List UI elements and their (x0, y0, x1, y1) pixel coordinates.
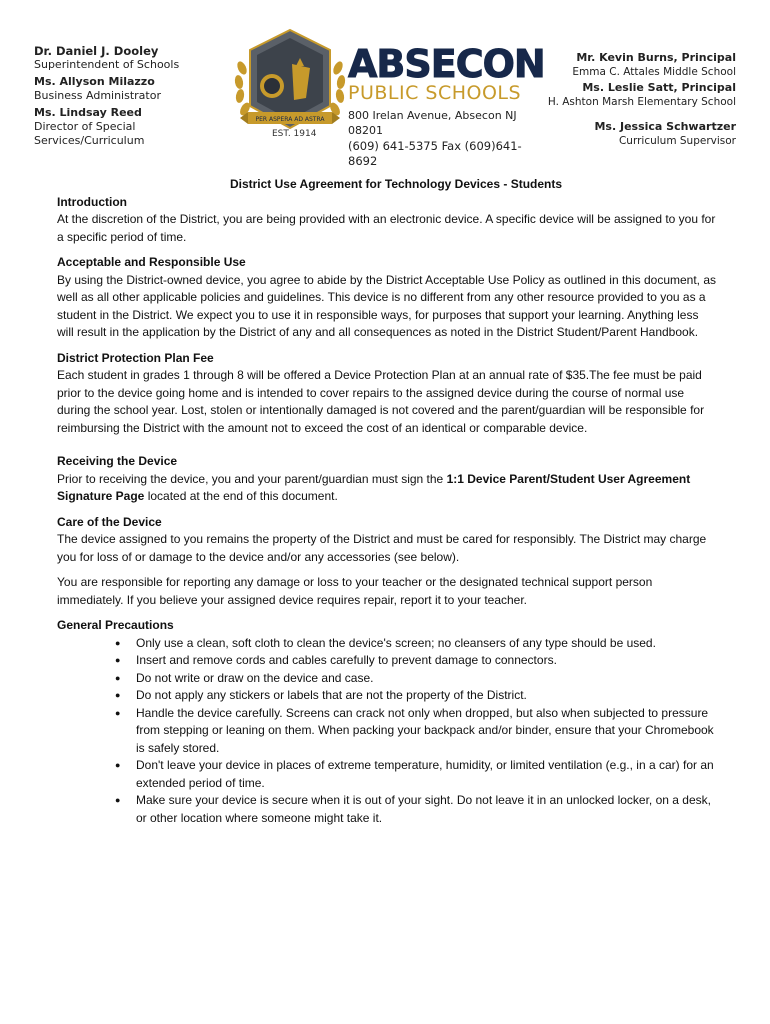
precautions-heading: General Precautions (57, 618, 174, 632)
acceptable-use-text: By using the District-owned device, you agree to abide by the District Acceptable Use Policy as outlined in this document, as well as all other applicable policies and guidelines. This device is no different from any other resource provided to you as a student in the District. We expect you to use it in responsible ways, for purposes that support your learning. Anything less will result in the application by the District of any and all consequences as noted in the District Student/Parent Handbook. (57, 272, 717, 339)
receiving-text (57, 471, 717, 506)
signature-page-reference: 1:1 Device Parent/Student User Agreement Signature Page (57, 471, 691, 503)
precautions-list (57, 635, 717, 828)
curriculum-supervisor-role: Curriculum Supervisor (618, 135, 736, 147)
document-title: District Use Agreement for Technology Devices - Students (229, 177, 563, 191)
list-item: ● Handle the device carefully. Screens can crack not only when dropped, but also when subjected to pressure from stepping or leaning on them. When packing your backpack and/or binder, ensure that your Chromebook is safely stored. (136, 705, 717, 758)
business-admin-role: Business Administrator (34, 89, 161, 102)
district-phone-fax: (609) 641-5375 Fax (609)641-8692 (348, 139, 522, 168)
director-role: Director of Special Services/Curriculum (34, 120, 145, 147)
introduction-text: At the discretion of the District, you are being provided with an electronic device. A specific device will be assigned to you for a specific period of time. (57, 212, 716, 244)
receiving-text-part2: located at the end of this document. (144, 489, 338, 503)
elementary-principal-name: Ms. Leslie Satt, Principal (582, 81, 736, 94)
reporting-text: You are responsible for reporting any damage or loss to your teacher or the designated technical support person immediately. If you believe your assigned device requires repair, report it to your teacher. (57, 575, 653, 607)
care-text: The device assigned to you remains the property of the District and must be cared for responsibly. The District may charge you for loss of or damage to the device and/or any accessories (see below). (57, 532, 707, 564)
business-admin-name: Ms. Allyson Milazzo (34, 75, 155, 88)
introduction-heading: Introduction (57, 194, 127, 209)
receiving-text-part1: Prior to receiving the device, you and your parent/guardian must sign the (57, 471, 447, 486)
care-heading: Care of the Device (57, 514, 162, 529)
crest-motto: PER ASPERA AD ASTRA (255, 116, 325, 123)
list-item: ● Insert and remove cords and cables carefully to prevent damage to connectors. (136, 652, 717, 670)
header-right-contacts (476, 50, 736, 149)
curriculum-supervisor-name: Ms. Jessica Schwartzer (594, 120, 736, 133)
header-left-contacts (34, 44, 234, 151)
list-item: ● Make sure your device is secure when it is out of your sight. Do not leave it in an unlocked locker, on a desk, or other location where someone might take it. (136, 792, 717, 827)
brand-subtitle: PUBLIC SCHOOLS (348, 82, 522, 104)
list-item: ● Only use a clean, soft cloth to clean the device's screen; no cleansers of any type should be used. (136, 635, 717, 653)
director-name: Ms. Lindsay Reed (34, 106, 142, 119)
acceptable-use-heading: Acceptable and Responsible Use (57, 255, 246, 269)
protection-plan-heading: District Protection Plan Fee (57, 350, 214, 365)
list-item: ● Do not apply any stickers or labels that are not the property of the District. (136, 687, 717, 705)
established-year: EST. 1914 (272, 129, 317, 139)
elementary-principal-school: H. Ashton Marsh Elementary School (547, 96, 736, 108)
district-address: 800 Irelan Avenue, Absecon NJ 08201 (348, 109, 517, 137)
receiving-heading: Receiving the Device (57, 454, 178, 468)
list-item: ● Do not write or draw on the device and case. (136, 670, 717, 688)
middle-principal-school: Emma C. Attales Middle School (572, 66, 736, 78)
superintendent-role: Superintendent of Schools (34, 58, 180, 71)
brand-title: ABSECON (348, 42, 545, 86)
protection-plan-text: Each student in grades 1 through 8 will be offered a Device Protection Plan at an annual rate of $35.The fee must be paid prior to the device going home and is intended to cover repairs to the assigned device during the course of normal use during the school year. Lost, stolen or intentionally damaged is not covered and the parent/guardian will be responsible for reimbursing the District with the amount not to exceed the cost of an identical or comparable device. (57, 368, 705, 435)
agreement-document (57, 176, 717, 827)
superintendent-name: Dr. Daniel J. Dooley (34, 44, 159, 58)
list-item: ● Don't leave your device in places of extreme temperature, humidity, or limited ventilation (e.g., in a car) for an extended period of time. (136, 757, 717, 792)
middle-principal-name: Mr. Kevin Burns, Principal (576, 51, 736, 64)
